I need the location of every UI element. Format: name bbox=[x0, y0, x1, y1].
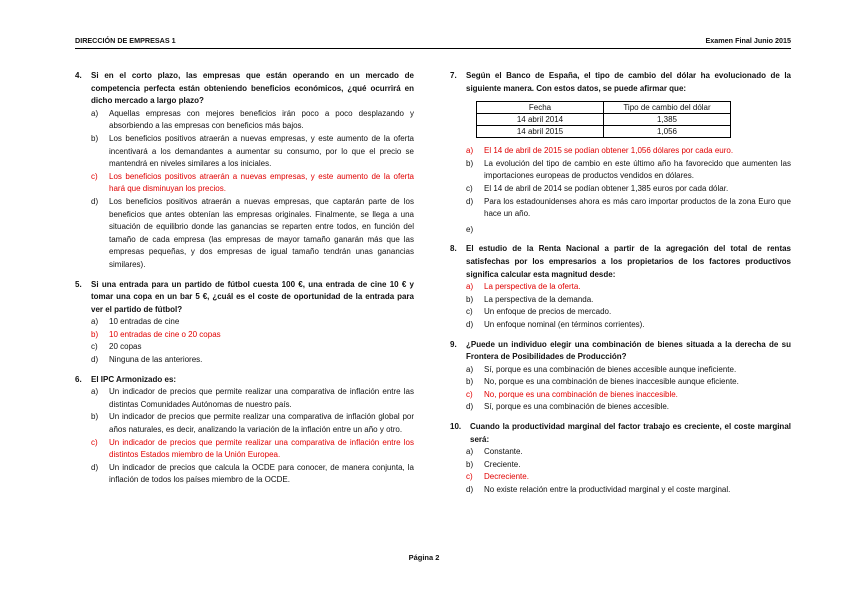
option-text: Los beneficios positivos atraerán a nuevas empresas, y este aumento de la oferta incentivará a los demandantes a aumentar su consumo, por lo que el precio se mantendrá en niveles similares a los iniciales. bbox=[109, 133, 414, 169]
question-text: Si en el corto plazo, las empresas que están operando en un mercado de competencia perfecta están obteniendo beneficios económicos, ¿qué ocurrirá en dicho mercado a largo plazo? bbox=[91, 71, 414, 106]
exam-title: Examen Final Junio 2015 bbox=[705, 36, 791, 45]
option-d bbox=[466, 401, 791, 414]
option-b-correct bbox=[91, 329, 414, 342]
option-text: La perspectiva de la oferta. bbox=[484, 282, 581, 292]
question-text: Según el Banco de España, el tipo de cambio del dólar ha evolucionado de la siguiente manera. Con estos datos, se puede afirmar que: bbox=[466, 71, 791, 93]
question-text: El IPC Armonizado es: bbox=[91, 374, 177, 384]
question-number: 5. bbox=[75, 279, 82, 289]
question-number: 9. bbox=[450, 339, 457, 349]
option-text: Un indicador de precios que permite realizar una comparativa de inflación global por años naturales, es decir, analizando la variación de la inflación entre un año y otro. bbox=[109, 412, 414, 435]
option-a bbox=[91, 386, 414, 411]
option-letter: a) bbox=[91, 387, 99, 397]
option-a bbox=[466, 364, 791, 377]
option-a bbox=[91, 108, 414, 133]
option-text bbox=[484, 224, 791, 237]
option-letter: c) bbox=[91, 342, 98, 352]
question-6 bbox=[75, 374, 414, 487]
option-e bbox=[466, 224, 791, 237]
option-d bbox=[466, 484, 791, 497]
option-text: Un enfoque de precios de mercado. bbox=[484, 307, 612, 317]
question-text: El estudio de la Renta Nacional a partir de la agregación del total de rentas satisfechas por los empresarios a los propietarios de los factores productivos significa calcular esta magnitud desde: bbox=[466, 244, 791, 279]
option-d bbox=[91, 462, 414, 487]
option-text: Para los estadounidenses ahora es más caro importar productos de la zona Euro que hace un año. bbox=[484, 196, 791, 219]
option-letter: c) bbox=[466, 389, 473, 399]
option-text: 20 copas bbox=[109, 342, 142, 352]
option-a bbox=[91, 316, 414, 329]
option-text: Un indicador de precios que permite realizar una comparativa de inflación entre las distintas Comunidades Autónomas de nuestro país. bbox=[109, 387, 414, 409]
page-header bbox=[75, 36, 791, 48]
option-letter: b) bbox=[466, 377, 474, 387]
header-divider bbox=[75, 48, 791, 49]
option-text: Creciente. bbox=[484, 459, 521, 469]
option-letter: d) bbox=[466, 402, 474, 412]
option-a-correct bbox=[466, 145, 791, 158]
question-number: 10. bbox=[450, 422, 462, 432]
option-letter: d) bbox=[466, 196, 474, 206]
option-text: Ninguna de las anteriores. bbox=[109, 355, 203, 365]
option-text: 10 entradas de cine o 20 copas bbox=[109, 329, 221, 339]
option-text: 10 entradas de cine bbox=[109, 317, 180, 327]
option-text: Sí, porque es una combinación de bienes accesible. bbox=[484, 402, 670, 412]
option-letter: d) bbox=[91, 355, 99, 365]
option-letter: d) bbox=[466, 485, 474, 495]
option-c bbox=[466, 183, 791, 196]
option-b bbox=[466, 459, 791, 472]
option-text: Un enfoque nominal (en términos corrientes). bbox=[484, 319, 645, 329]
option-d bbox=[466, 319, 791, 332]
option-letter: d) bbox=[91, 196, 99, 206]
option-letter: b) bbox=[91, 133, 99, 143]
option-d bbox=[466, 196, 791, 221]
option-letter: b) bbox=[91, 329, 99, 339]
option-letter: c) bbox=[91, 437, 98, 447]
option-b bbox=[91, 411, 414, 436]
option-text: No, porque es una combinación de bienes inaccesible aunque eficiente. bbox=[484, 377, 739, 387]
page-number: Página 2 bbox=[408, 553, 440, 562]
option-letter: c) bbox=[466, 183, 473, 193]
option-letter: b) bbox=[466, 158, 474, 168]
question-text: Si una entrada para un partido de fútbol cuesta 100 €, una entrada de cine 10 € y tomar una copa en un bar 5 €, ¿cuál es el coste de oportunidad de la entrada para ver el partido de fútbol? bbox=[91, 279, 414, 314]
table-header-cell: Tipo de cambio del dólar bbox=[604, 102, 731, 114]
option-text: La evolución del tipo de cambio en este último año ha favorecido que aumenten las importaciones europeas de productos vendidos en dólares. bbox=[484, 158, 791, 181]
option-c-correct bbox=[466, 471, 791, 484]
option-c-correct bbox=[91, 437, 414, 462]
option-letter: a) bbox=[91, 108, 99, 118]
table-cell: 1,385 bbox=[604, 114, 731, 126]
option-letter: a) bbox=[466, 364, 474, 374]
option-text: Constante. bbox=[484, 447, 523, 457]
option-b bbox=[466, 294, 791, 307]
table-cell: 1,056 bbox=[604, 126, 731, 138]
option-letter: a) bbox=[466, 146, 474, 156]
option-b bbox=[466, 158, 791, 183]
option-letter: a) bbox=[466, 447, 474, 457]
option-text: El 14 de abril de 2015 se podían obtener 1,056 dólares por cada euro. bbox=[484, 146, 734, 156]
option-text: Un indicador de precios que calcula la OCDE para conocer, de manera conjunta, la inflación de todos los países miembro de la OCDE. bbox=[109, 462, 414, 485]
option-a bbox=[466, 446, 791, 459]
right-column bbox=[450, 70, 791, 504]
question-number: 7. bbox=[450, 71, 457, 80]
option-c bbox=[466, 306, 791, 319]
option-text: Sí, porque es una combinación de bienes accesible aunque ineficiente. bbox=[484, 364, 737, 374]
question-10 bbox=[450, 421, 791, 497]
question-number: 8. bbox=[450, 244, 457, 254]
option-letter: b) bbox=[466, 294, 474, 304]
option-letter: e) bbox=[466, 224, 474, 234]
option-d bbox=[91, 354, 414, 367]
question-4 bbox=[75, 70, 414, 272]
question-text: ¿Puede un individuo elegir una combinación de bienes situada a la derecha de su Frontera de Posibilidades de Producción? bbox=[466, 339, 791, 362]
option-letter: a) bbox=[91, 317, 99, 327]
question-5 bbox=[75, 279, 414, 367]
option-letter: b) bbox=[91, 412, 99, 422]
question-9 bbox=[450, 339, 791, 415]
option-letter: a) bbox=[466, 282, 474, 292]
option-text: Un indicador de precios que permite realizar una comparativa de inflación entre los distintos Estados miembro de la Unión Europea. bbox=[109, 437, 414, 460]
option-text: La perspectiva de la demanda. bbox=[484, 294, 594, 304]
table-cell: 14 abril 2015 bbox=[477, 126, 604, 138]
option-a-correct bbox=[466, 281, 791, 294]
option-c bbox=[91, 341, 414, 354]
course-title: DIRECCIÓN DE EMPRESAS 1 bbox=[75, 36, 176, 45]
option-text: No existe relación entre la productividad marginal y el coste marginal. bbox=[484, 485, 731, 495]
left-column bbox=[75, 70, 414, 494]
table-header-row bbox=[477, 102, 731, 114]
option-c-correct bbox=[91, 171, 414, 196]
option-text: Los beneficios positivos atraerán a nuevas empresas, que captarán parte de los beneficios que antes obtenían las empresas originales. Finalmente, se llega a una situación de equilibrio donde las ganancias se reparten entre todos, en función del tamaño de cada empresa (las empresas de mayor tamaño ganarán más que las empresas pequeñas, y dos empresas de igual tamaño tendrán unas ganancias similares). bbox=[109, 196, 414, 269]
option-letter: d) bbox=[466, 319, 474, 329]
question-7 bbox=[450, 70, 791, 236]
table-row bbox=[477, 126, 731, 138]
option-d bbox=[91, 196, 414, 272]
question-number: 4. bbox=[75, 71, 82, 80]
option-b bbox=[466, 376, 791, 389]
option-letter: b) bbox=[466, 459, 474, 469]
option-letter: c) bbox=[466, 307, 473, 317]
option-text: Los beneficios positivos atraerán a nuevas empresas, y este aumento de la oferta hará que disminuyan los precios. bbox=[109, 171, 414, 194]
question-number: 6. bbox=[75, 374, 82, 384]
table-row bbox=[477, 114, 731, 126]
option-b bbox=[91, 133, 414, 171]
question-text: Cuando la productividad marginal del factor trabajo es creciente, el coste marginal será: bbox=[470, 422, 791, 444]
question-8 bbox=[450, 243, 791, 331]
table-cell: 14 abril 2014 bbox=[477, 114, 604, 126]
table-header-cell: Fecha bbox=[477, 102, 604, 114]
option-text: El 14 de abril de 2014 se podían obtener 1,385 euros por cada dólar. bbox=[484, 183, 729, 193]
option-text: Decreciente. bbox=[484, 472, 529, 482]
option-letter: d) bbox=[91, 462, 99, 472]
exchange-rate-table bbox=[476, 101, 731, 138]
option-c-correct bbox=[466, 389, 791, 402]
option-text: Aquellas empresas con mejores beneficios irán poco a poco desplazando y absorbiendo a las empresas con beneficios más bajos. bbox=[109, 108, 414, 131]
option-letter: c) bbox=[466, 472, 473, 482]
option-text: No, porque es una combinación de bienes inaccesible. bbox=[484, 389, 678, 399]
option-letter: c) bbox=[91, 171, 98, 181]
